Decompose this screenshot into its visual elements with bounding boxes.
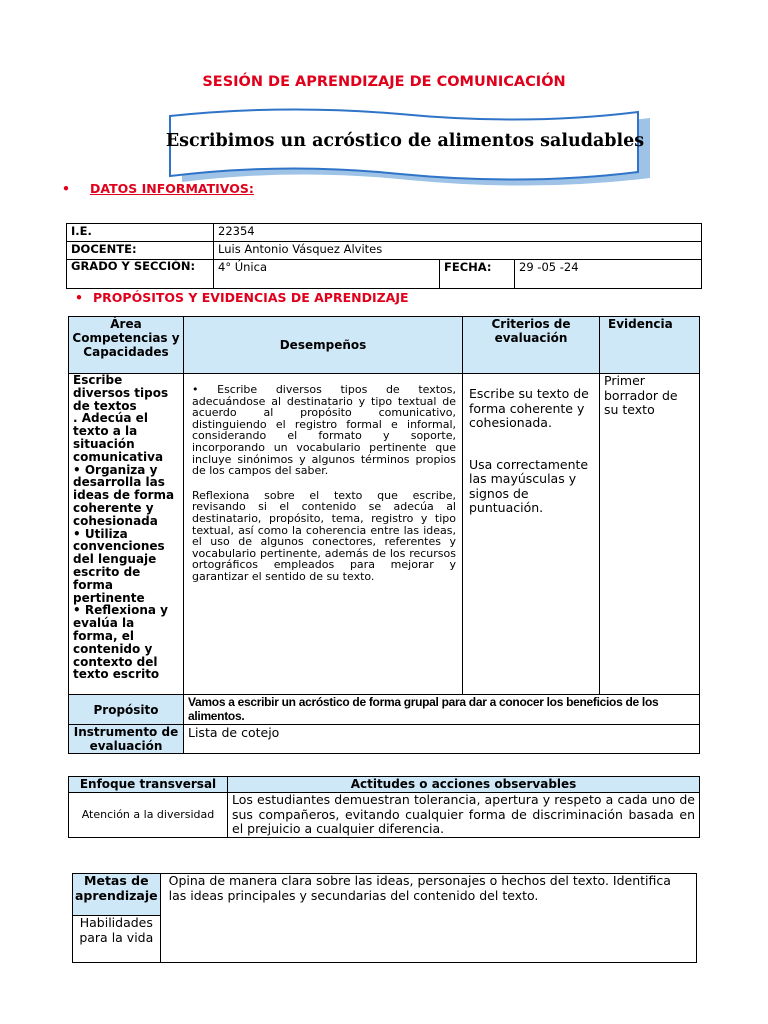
- metas-table: [72, 873, 697, 963]
- col-header-competencias: Área Competencias y Capacidades: [69, 317, 184, 374]
- habilidades-label: Habilidades para la vida: [73, 916, 161, 963]
- competencias-cell: [69, 374, 184, 695]
- table-row: [69, 374, 700, 695]
- instrumento-label: Instrumento de evaluación: [69, 725, 184, 754]
- bullet-icon: •: [62, 181, 70, 196]
- proposito-label: Propósito: [69, 695, 184, 725]
- ie-value: 22354: [214, 224, 702, 242]
- competencias-table: [68, 316, 700, 754]
- table-row: [69, 695, 700, 725]
- proposito-value: Vamos a escribir un acróstico de forma grupal para dar a conocer los beneficios de los alimentos.: [184, 695, 700, 725]
- section-heading: DATOS INFORMATIVOS:: [90, 181, 254, 196]
- col-header-evidencia: Evidencia: [600, 317, 700, 374]
- fecha-value: 29 -05 -24: [515, 260, 702, 289]
- bullet-icon: •: [75, 290, 83, 305]
- col-header-actitudes: Actitudes o acciones observables: [228, 777, 700, 793]
- table-header-row: [69, 777, 700, 793]
- info-table: [66, 223, 702, 289]
- instrumento-value: Lista de cotejo: [184, 725, 700, 754]
- col-header-desempenos: Desempeños: [184, 317, 463, 374]
- section-datos-informativos: [62, 181, 254, 196]
- ie-label: I.E.: [67, 224, 214, 242]
- competencia-line: • Utiliza convenciones del lenguaje escrito de forma pertinente: [73, 526, 165, 605]
- competencia-line: . Adecúa el texto a la situación comunicativa: [73, 411, 164, 464]
- col-header-enfoque: Enfoque transversal: [69, 777, 228, 793]
- section-heading: PROPÓSITOS Y EVIDENCIAS DE APRENDIZAJE: [93, 290, 409, 305]
- competencia-line: • Reflexiona y evalúa la forma, el contenido y contexto del texto escrito: [73, 603, 168, 682]
- docente-value: Luis Antonio Vásquez Alvites: [214, 242, 702, 260]
- competencia-line: • Organiza y desarrolla las ideas de forma coherente y cohesionada: [73, 462, 175, 528]
- table-row: [73, 874, 697, 916]
- enfoque-table: [68, 776, 700, 838]
- criterios-cell: [463, 374, 600, 695]
- section-propositos: [75, 290, 409, 305]
- criterio-text: Escribe su texto de forma coherente y cohesionada.: [469, 386, 589, 430]
- table-header-row: [69, 317, 700, 374]
- docente-label: DOCENTE:: [67, 242, 214, 260]
- table-row: [67, 260, 702, 289]
- banner-title: Escribimos un acróstico de alimentos saludables: [165, 131, 645, 151]
- table-row: [69, 725, 700, 754]
- grado-label: GRADO Y SECCIÓN:: [67, 260, 214, 289]
- table-row: [67, 224, 702, 242]
- grado-value: 4° Única: [214, 260, 440, 289]
- col-header-criterios: Criterios de evaluación: [463, 317, 600, 374]
- desempeno-text: • Escribe diversos tipos de textos, adecuándose al destinatario y tipo textual de acuerdo al propósito comunicativo, distinguiendo el registro formal e informal, considerando el formato y soporte, incorporando un vocabulario pertinente que incluye sinónimos y algunos términos propios de los campos del saber.: [192, 383, 456, 478]
- page-title: SESIÓN DE APRENDIZAJE DE COMUNICACIÓN: [202, 74, 566, 90]
- competencia-line: Escribe diversos tipos de textos: [73, 373, 169, 413]
- metas-value: Opina de manera clara sobre las ideas, personajes o hechos del texto. Identifica las ideas principales y secundarias del contenido del texto.: [160, 874, 696, 963]
- metas-label: Metas de aprendizaje: [73, 874, 161, 916]
- enfoque-value: Los estudiantes demuestran tolerancia, apertura y respeto a cada uno de sus compañeros, evitando cualquier forma de discriminación basada en el prejuicio a cualquier diferencia.: [228, 793, 700, 838]
- table-row: [67, 242, 702, 260]
- criterio-text: Usa correctamente las mayúsculas y signos de puntuación.: [469, 456, 589, 515]
- fecha-label: FECHA:: [440, 260, 515, 289]
- desempeno-text: Reflexiona sobre el texto que escribe, revisando si el contenido se adecúa al destinatario, propósito, tema, registro y tipo textual, así como la coherencia entre las ideas, el uso de algunos conectores, referentes y vocabulario pertinente, además de los recursos ortográficos empleados para mejorar y garantizar el sentido de su texto.: [192, 488, 456, 583]
- desempenos-cell: [184, 374, 463, 695]
- evidencia-cell: Primer borrador de su texto: [600, 374, 700, 695]
- table-row: [69, 793, 700, 838]
- enfoque-label: Atención a la diversidad: [69, 793, 228, 838]
